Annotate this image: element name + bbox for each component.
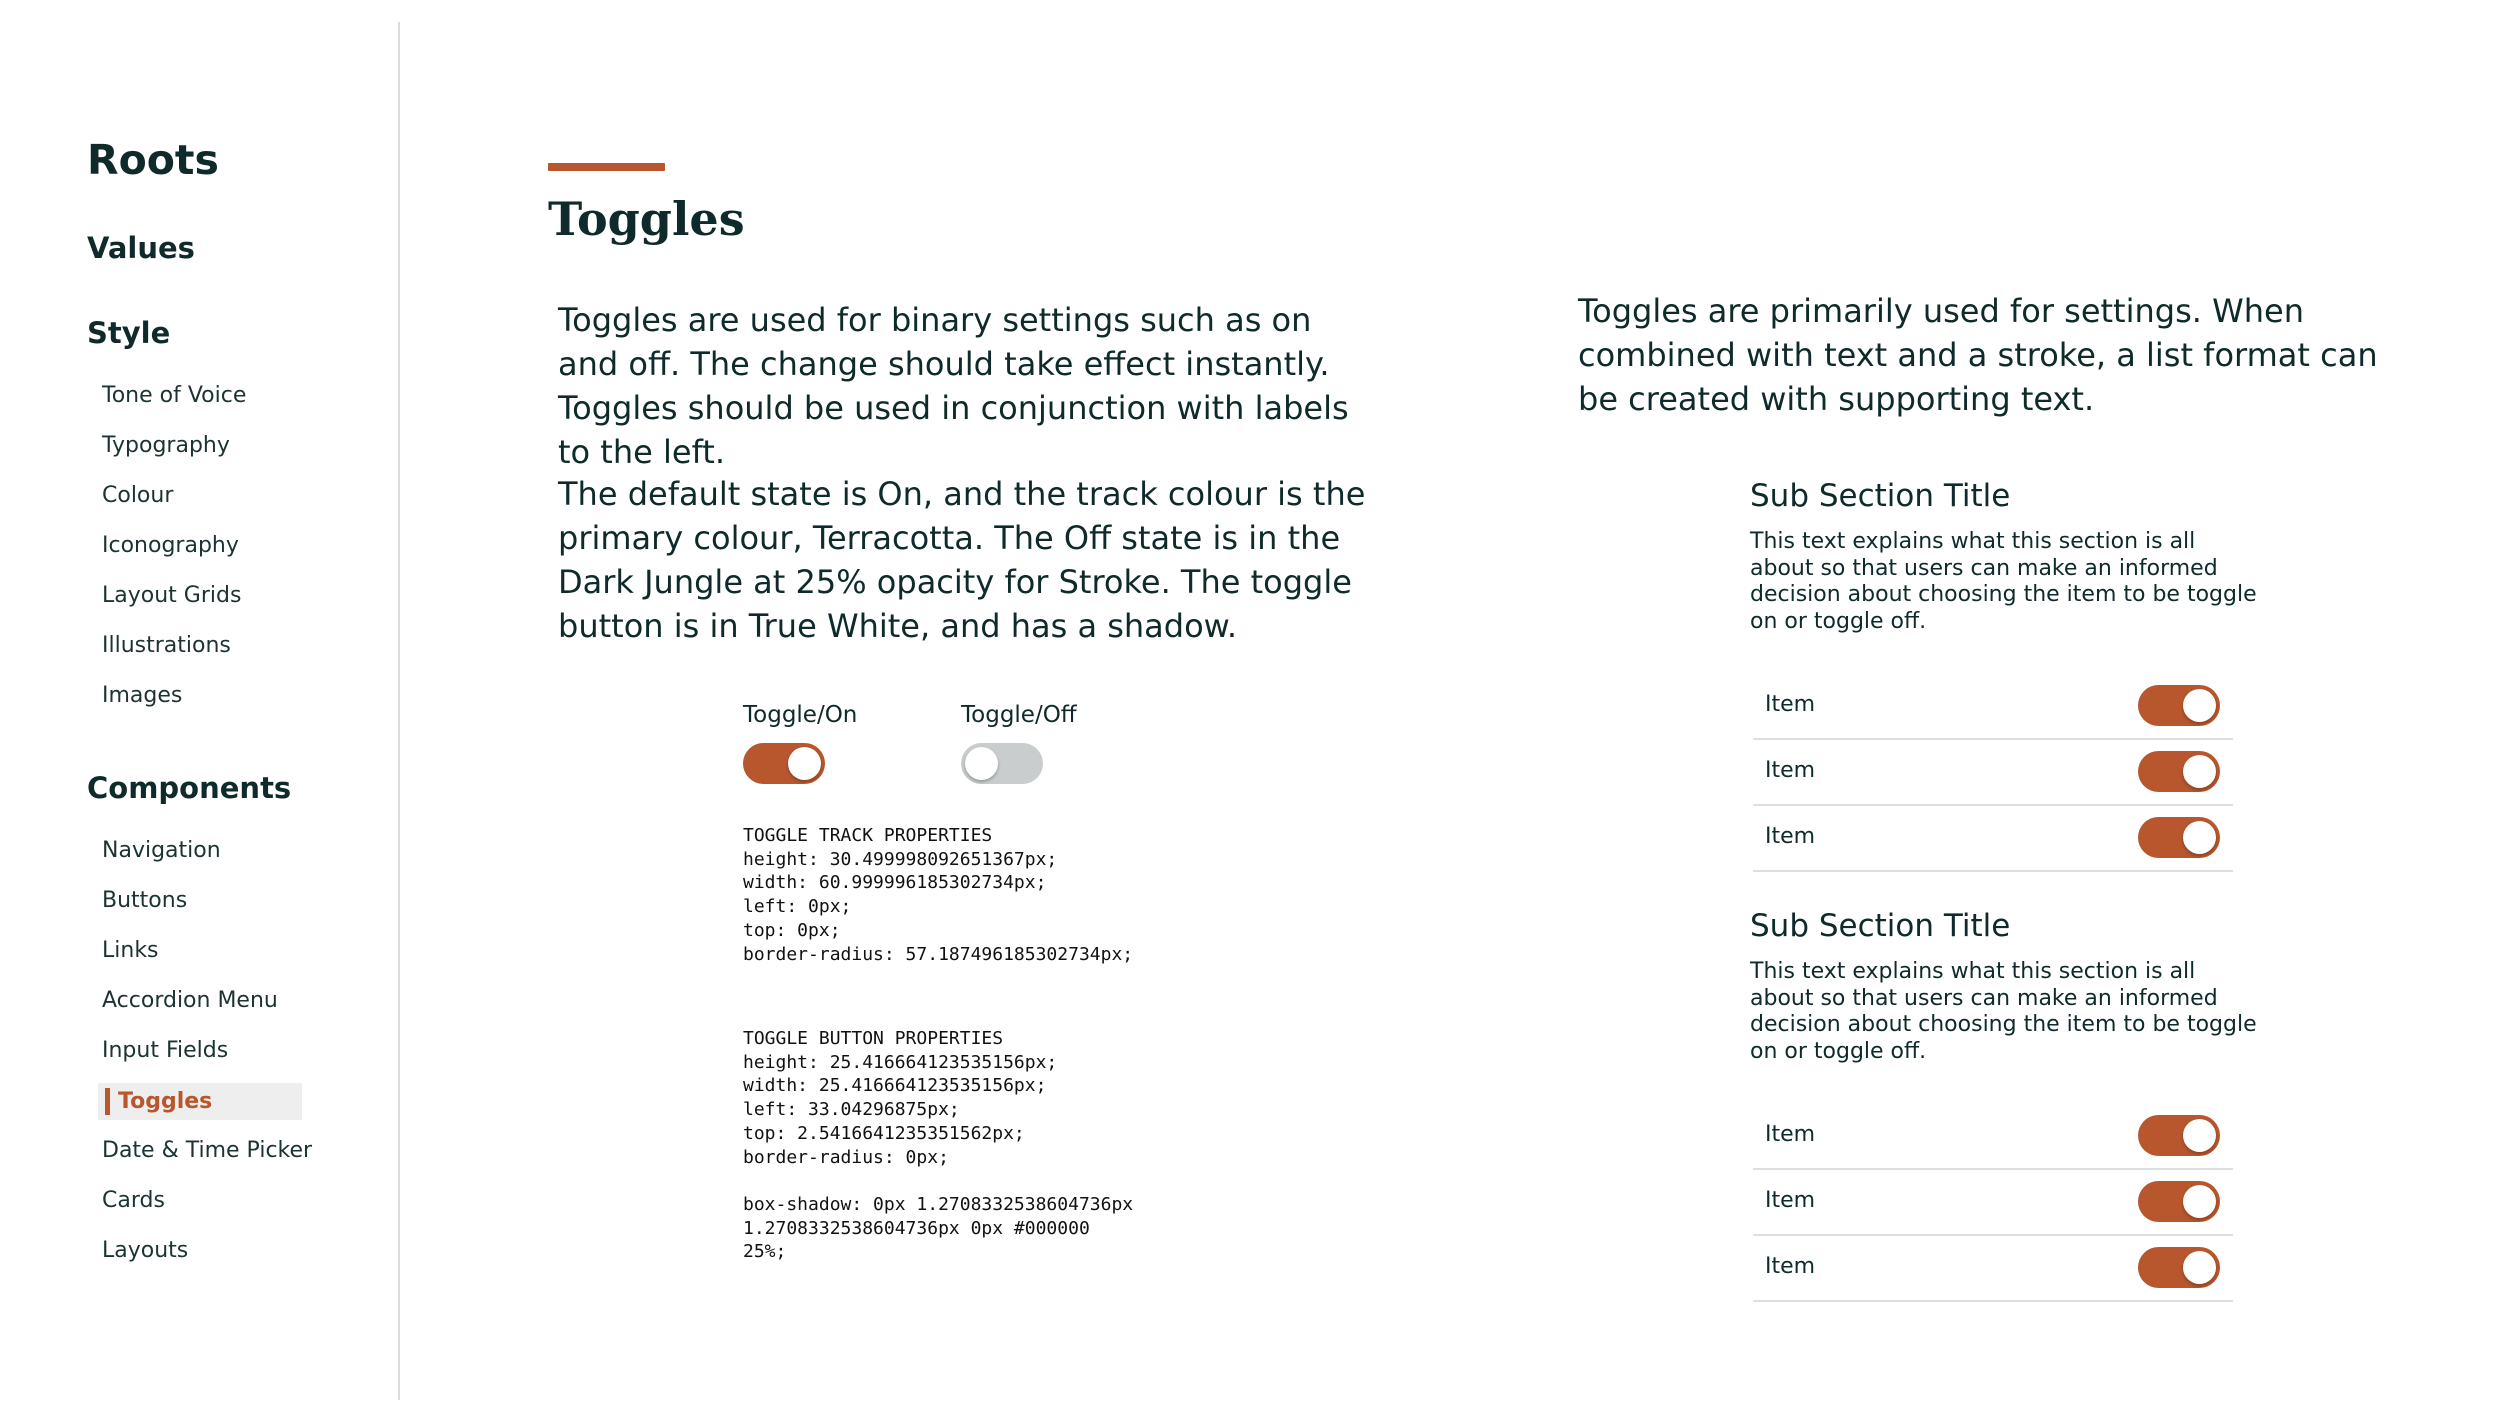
list-item-label: Item — [1765, 1122, 1816, 1147]
sidebar-item-colour[interactable]: Colour — [102, 483, 174, 508]
toggle-knob — [965, 747, 998, 780]
sidebar-item-illustrations[interactable]: Illustrations — [102, 633, 231, 658]
sidebar-item-date-time-picker[interactable]: Date & Time Picker — [102, 1138, 313, 1163]
sidebar-item-navigation[interactable]: Navigation — [102, 838, 221, 863]
title-accent-line — [548, 163, 665, 171]
toggle-on-label: Toggle/On — [743, 702, 858, 728]
sidebar — [0, 0, 398, 1406]
toggle-knob — [2183, 689, 2216, 722]
list-item[interactable] — [1753, 804, 2233, 872]
list-item[interactable] — [1753, 1234, 2233, 1302]
toggle-knob — [2183, 1251, 2216, 1284]
item-toggle[interactable] — [2138, 1181, 2220, 1222]
sidebar-item-toggles[interactable] — [98, 1083, 302, 1120]
item-toggle[interactable] — [2138, 1247, 2220, 1288]
item-toggle[interactable] — [2138, 685, 2220, 726]
list-item[interactable] — [1753, 1102, 2233, 1170]
sidebar-item-layouts[interactable]: Layouts — [102, 1238, 189, 1263]
sub-section-title: Sub Section Title — [1750, 478, 2011, 514]
sidebar-item-typography[interactable]: Typography — [102, 433, 230, 458]
sidebar-item-images[interactable]: Images — [102, 683, 183, 708]
default-state-paragraph: The default state is On, and the track colour is the primary colour, Terracotta. The Off state is in the Dark Jungle at 25% opacity for Stroke. The toggle button is in True White, and has a shadow. — [558, 475, 1366, 645]
list-item-label: Item — [1765, 824, 1816, 849]
toggle-knob — [2183, 1185, 2216, 1218]
sidebar-item-label: Toggles — [118, 1089, 213, 1114]
list-item-label: Item — [1765, 692, 1816, 717]
item-toggle[interactable] — [2138, 817, 2220, 858]
sidebar-item-input-fields[interactable]: Input Fields — [102, 1038, 229, 1063]
toggle-knob — [788, 747, 821, 780]
list-item-label: Item — [1765, 1188, 1816, 1213]
button-properties-code: TOGGLE BUTTON PROPERTIES height: 25.416664123535156px; width: 25.416664123535156px; left: 33.04296875px; top: 2.5416641235351562px; border-radius: 0px; box-shadow: 0px 1.2708332538604736px 1.2708332538604736px 0px #000000 25%; — [743, 1028, 1134, 1263]
toggle-on-example[interactable] — [743, 743, 825, 784]
sidebar-item-layout-grids[interactable]: Layout Grids — [102, 583, 242, 608]
sidebar-item-links[interactable]: Links — [102, 938, 159, 963]
toggle-knob — [2183, 821, 2216, 854]
sub-section-text: This text explains what this section is all about so that users can make an informed decision about choosing the item to be toggle on or toggle off. — [1750, 529, 2257, 634]
sidebar-item-cards[interactable]: Cards — [102, 1188, 165, 1213]
brand-title[interactable]: Roots — [87, 136, 219, 184]
list-item[interactable] — [1753, 672, 2233, 740]
toggle-knob — [2183, 1119, 2216, 1152]
toggle-off-label: Toggle/Off — [961, 702, 1077, 728]
sidebar-section-style[interactable]: Style — [87, 316, 171, 350]
sidebar-divider — [398, 22, 400, 1400]
sidebar-item-accordion-menu[interactable]: Accordion Menu — [102, 988, 278, 1013]
sidebar-item-tone-of-voice[interactable]: Tone of Voice — [102, 383, 247, 408]
intro-paragraph: Toggles are used for binary settings such as on and off. The change should take effect instantly. Toggles should be used in conjunction with labels to the left. — [558, 301, 1349, 471]
toggle-off-example[interactable] — [961, 743, 1043, 784]
active-indicator — [105, 1088, 110, 1115]
list-item-label: Item — [1765, 1254, 1816, 1279]
sub-section-text: This text explains what this section is all about so that users can make an informed decision about choosing the item to be toggle on or toggle off. — [1750, 959, 2257, 1064]
sidebar-section-components[interactable]: Components — [87, 771, 292, 805]
track-properties-code: TOGGLE TRACK PROPERTIES height: 30.499998092651367px; width: 60.999996185302734px; left: 0px; top: 0px; border-radius: 57.187496185302734px; — [743, 825, 1134, 965]
list-item-label: Item — [1765, 758, 1816, 783]
toggle-knob — [2183, 755, 2216, 788]
list-item[interactable] — [1753, 1168, 2233, 1236]
item-toggle[interactable] — [2138, 751, 2220, 792]
settings-paragraph: Toggles are primarily used for settings. When combined with text and a stroke, a list format can be created with supporting text. — [1578, 292, 2378, 418]
sidebar-section-values[interactable]: Values — [87, 231, 195, 265]
page-title: Toggles — [548, 192, 745, 246]
item-toggle[interactable] — [2138, 1115, 2220, 1156]
sidebar-item-buttons[interactable]: Buttons — [102, 888, 188, 913]
sidebar-item-iconography[interactable]: Iconography — [102, 533, 239, 558]
sub-section-title: Sub Section Title — [1750, 908, 2011, 944]
list-item[interactable] — [1753, 738, 2233, 806]
